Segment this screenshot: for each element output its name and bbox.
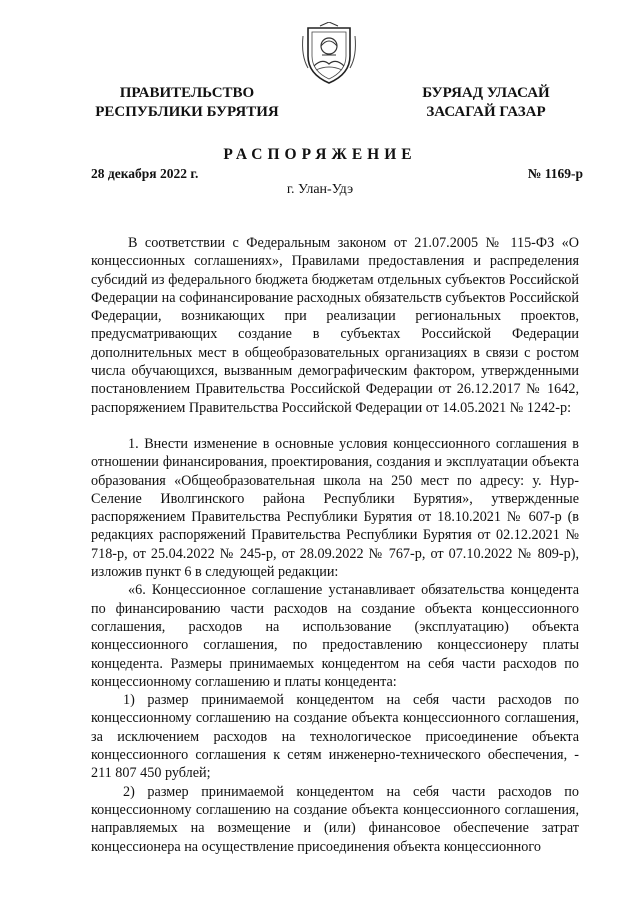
item-1-paragraph: 1. Внести изменение в основные условия концессионного соглашения в отношении финансирования, проектирования, создания и эксплуатации объекта образования «Общеобразовательная школа на 250 мест по адресу: у. Нур-Селение Иволгинского района Республики Бурятия», утвержденные распоряжением Правительства Республики Бурятия от 18.10.2021 № 607-р (в редакциях распоряжений Правительства Республики Бурятия от 02.12.2021 № 718-р, от 25.04.2022 № 245-р, от 28.09.2022 № 767-р, от 07.10.2022 № 809-р), изложив пункт 6 в следующей редакции: [91, 435, 579, 581]
document-body [91, 234, 579, 856]
issuer-name-russian [88, 84, 286, 122]
issuer-buryat-line-1: БУРЯАД УЛАСАЙ [422, 85, 550, 101]
subitem-1-paragraph: 1) размер принимаемой концедентом на себя части расходов по концессионному соглашению на создание объекта концессионного соглашения, за исключением расходов на технологическое присоединение объекта концессионного соглашения к сетям инженерно-технического обеспечения, - 211 807 450 рублей; [91, 692, 579, 782]
document-number: № 1169-р [527, 166, 583, 181]
subitem-2-paragraph: 2) размер принимаемой концедентом на себя части расходов по концессионному соглашению на создание объекта концессионного соглашения, направляемых на возмещение и (или) финансовое обеспечение затрат концессионера на осуществление присоединения объекта концессионного [91, 783, 579, 855]
coat-of-arms-icon [300, 22, 358, 86]
issuer-name-buryat [405, 84, 567, 122]
item-6-paragraph: «6. Концессионное соглашение устанавливает обязательства концедента по финансированию части расходов на создание объекта концессионного соглашения, расходов на использование (эксплуатацию) объекта концессионного соглашения, по предоставлению концессионеру платы концедента. Размеры принимаемых концедентом на себя части расходов по концессионному соглашению и платы концедента: [91, 582, 579, 690]
issuer-line-2: РЕСПУБЛИКИ БУРЯТИЯ [95, 104, 279, 120]
document-title: РАСПОРЯЖЕНИЕ [223, 146, 417, 163]
document-city: г. Улан-Удэ [286, 182, 354, 197]
document-date: 28 декабря 2022 г. [91, 166, 199, 181]
preamble-paragraph: В соответствии с Федеральным законом от 21.07.2005 № 115-ФЗ «О концессионных соглашениях», Правилами предоставления и распределения субсидий из федерального бюджета бюджетам отдельных субъектов Российской Федерации на софинансирование расходных обязательств субъектов Российской Федерации, возникающих при реализации региональных проектов, предусматривающих создание в субъектах Российской Федерации дополнительных мест в общеобразовательных организациях в связи с ростом числа обучающихся, вызванным демографическим фактором, утвержденными постановлением Правительства Российской Федерации от 26.12.2017 № 1642, распоряжением Правительства Российской Федерации от 14.05.2021 № 1242-р: [91, 235, 579, 416]
issuer-buryat-line-2: ЗАСАГАЙ ГАЗАР [426, 104, 546, 120]
issuer-line-1: ПРАВИТЕЛЬСТВО [119, 85, 255, 101]
